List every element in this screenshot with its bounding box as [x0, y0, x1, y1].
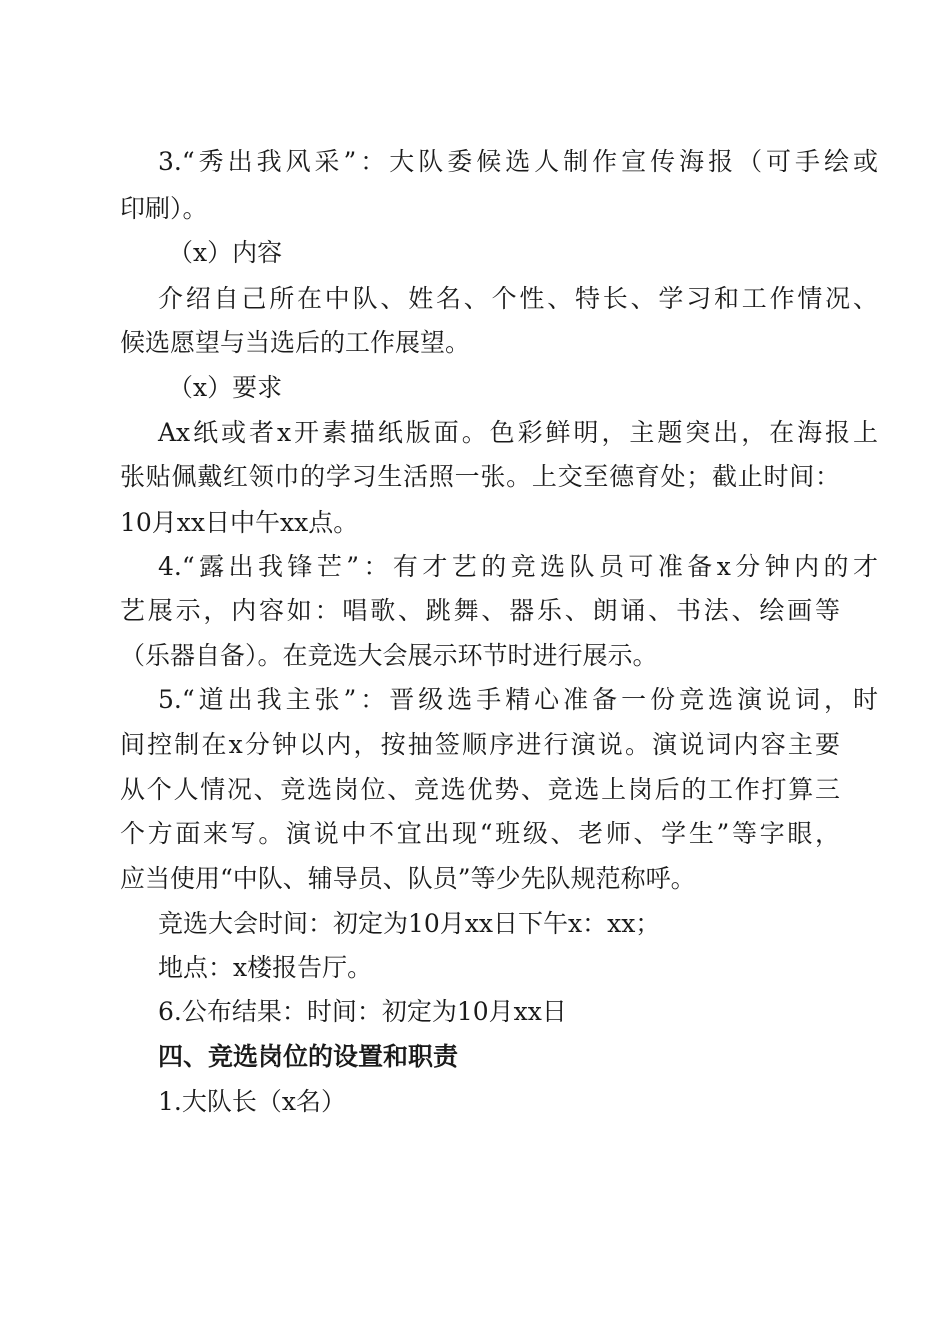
section-heading: 四、竞选岗位的设置和职责: [158, 1042, 459, 1071]
paragraph-line: 6.公布结果：时间：初定为10月xx日: [158, 997, 567, 1026]
subheading-content: （x）内容: [168, 238, 283, 267]
paragraph-line: （乐器自备）。在竞选大会展示环节时进行展示。: [120, 641, 658, 670]
paragraph-line: 4.“露出我锋芒”：有才艺的竞选队员可准备x分钟内的才: [158, 552, 878, 581]
paragraph-line: 10月xx日中午xx点。: [120, 508, 359, 537]
paragraph-line: Ax纸或者x开素描纸版面。色彩鲜明，主题突出，在海报上: [158, 418, 878, 447]
paragraph-line: 张贴佩戴红领巾的学习生活照一张。上交至德育处；截止时间：: [120, 462, 840, 491]
paragraph-line: 候选愿望与当选后的工作展望。: [120, 328, 471, 357]
paragraph-line: 艺展示，内容如：唱歌、跳舞、器乐、朗诵、书法、绘画等: [120, 596, 840, 625]
paragraph-line: 应当使用“中队、辅导员、队员”等少先队规范称呼。: [120, 864, 696, 893]
paragraph-line: 印刷）。: [120, 194, 208, 223]
paragraph-line: 竞选大会时间：初定为10月xx日下午x：xx；: [158, 909, 661, 938]
subheading-requirements: （x）要求: [168, 373, 283, 402]
paragraph-line: 5.“道出我主张”：晋级选手精心准备一份竞选演说词，时: [158, 685, 878, 714]
paragraph-line: 地点：x楼报告厅。: [158, 953, 373, 982]
paragraph-line: 介绍自己所在中队、姓名、个性、特长、学习和工作情况、: [158, 284, 878, 313]
paragraph-line: 间控制在x分钟以内，按抽签顺序进行演说。演说词内容主要: [120, 730, 840, 759]
paragraph-line: 3.“秀出我风采”：大队委候选人制作宣传海报（可手绘或: [158, 147, 878, 176]
paragraph-line: 个方面来写。演说中不宜出现“班级、老师、学生”等字眼，: [120, 819, 840, 848]
paragraph-line: 1.大队长（x名）: [158, 1087, 346, 1116]
paragraph-line: 从个人情况、竞选岗位、竞选优势、竞选上岗后的工作打算三: [120, 775, 840, 804]
